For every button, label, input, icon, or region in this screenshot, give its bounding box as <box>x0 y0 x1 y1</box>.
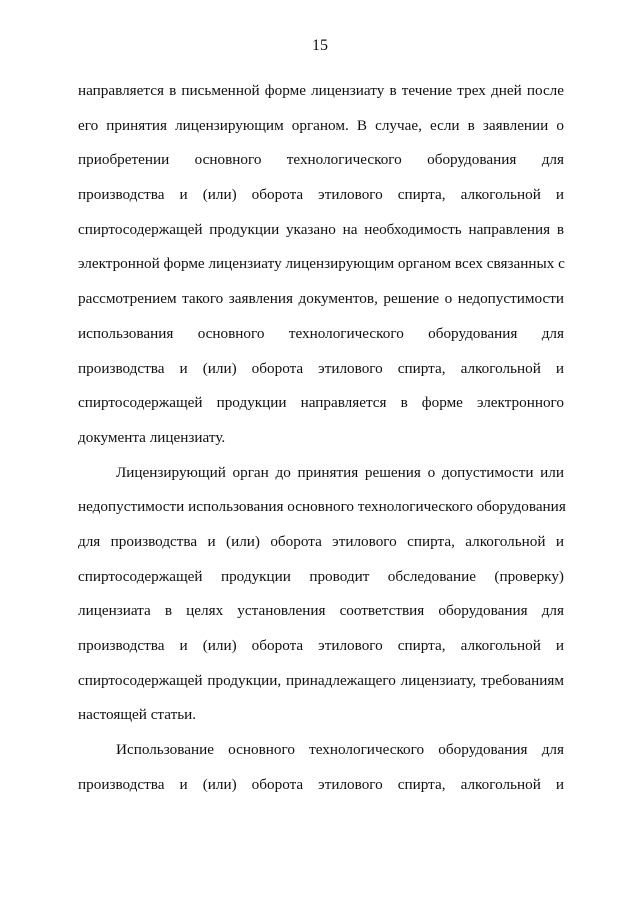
text-line: использования основного технологического оборудования для <box>78 324 564 342</box>
document-body <box>78 74 564 802</box>
text-line: его принятия лицензирующим органом. В случае, если в заявлении о <box>78 116 564 134</box>
text-line: спиртосодержащей продукции проводит обследование (проверку) <box>78 567 564 585</box>
text-line: производства и (или) оборота этилового спирта, алкогольной и <box>78 775 564 793</box>
text-line: настоящей статьи. <box>78 706 197 724</box>
text-line: лицензиата в целях установления соответствия оборудования для <box>78 602 564 620</box>
text-line: производства и (или) оборота этилового спирта, алкогольной и <box>78 637 564 654</box>
paragraph-3 <box>78 733 564 802</box>
text-line: Использование основного технологического оборудования для <box>116 741 564 759</box>
paragraph-1 <box>78 74 564 456</box>
text-line: рассмотрением такого заявления документов, решение о недопустимости <box>78 290 564 308</box>
text-line: направляется в письменной форме лицензиату в течение трех дней после <box>78 82 564 99</box>
text-line: для производства и (или) оборота этилового спирта, алкогольной и <box>78 532 564 550</box>
text-line: спиртосодержащей продукции указано на необходимость направления в <box>78 220 564 238</box>
text-line: документа лицензиату. <box>78 428 226 446</box>
text-line: производства и (или) оборота этилового спирта, алкогольной и <box>78 186 564 204</box>
paragraph-2 <box>78 456 564 734</box>
text-line: Лицензирующий орган до принятия решения о допустимости или <box>116 463 564 481</box>
text-line: производства и (или) оборота этилового спирта, алкогольной и <box>78 359 564 377</box>
text-line: спиртосодержащей продукции направляется в форме электронного <box>78 394 564 412</box>
text-line: недопустимости использования основного технологического оборудования <box>78 498 566 516</box>
text-line: приобретении основного технологического оборудования для <box>78 151 564 169</box>
text-line: электронной форме лицензиату лицензирующим органом всех связанных с <box>78 255 565 273</box>
text-line: спиртосодержащей продукции, принадлежащего лицензиату, требованиям <box>78 671 564 689</box>
page-number: 15 <box>312 37 328 54</box>
